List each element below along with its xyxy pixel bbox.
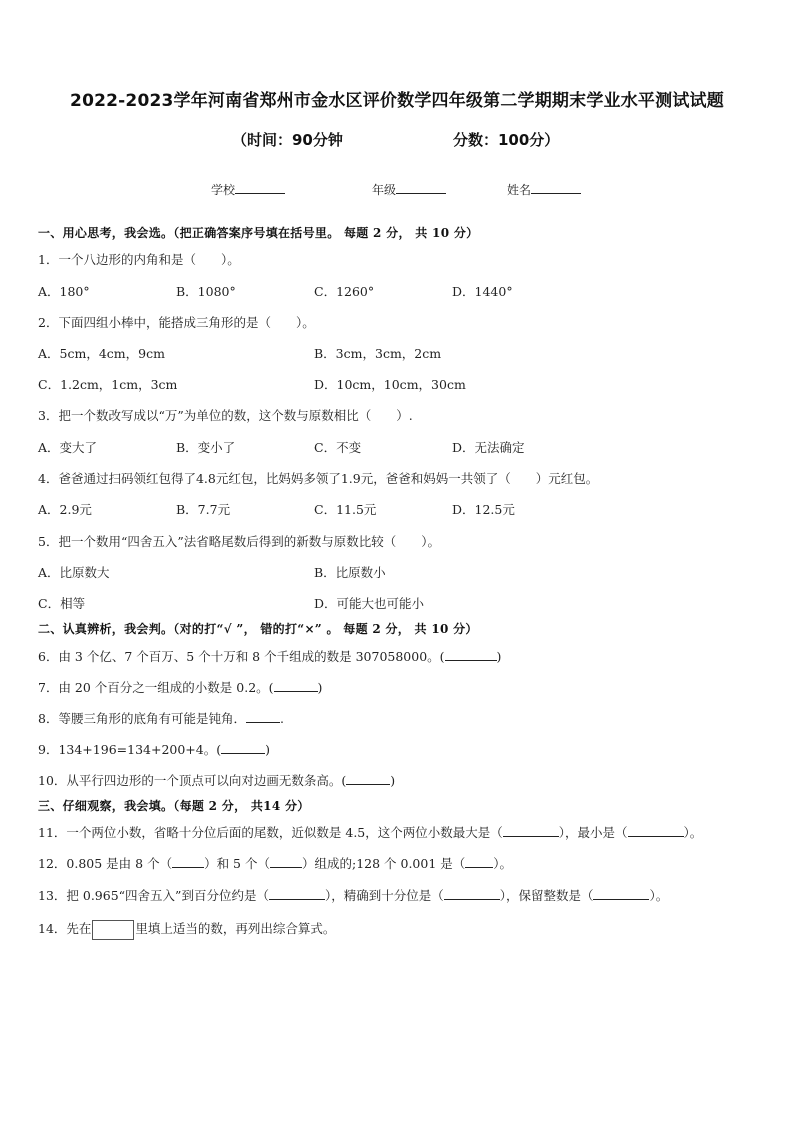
q2-option-c[interactable]: C．1.2cm，1cm，3cm	[38, 377, 178, 392]
school-field[interactable]	[211, 181, 285, 198]
q13-part-4: ）。	[649, 888, 669, 903]
q4-option-a[interactable]: A．2.9元	[38, 502, 92, 517]
q9-answer-blank[interactable]	[221, 741, 265, 754]
q13-part-2: ），精确到十分位是（	[324, 888, 444, 903]
q8-answer-blank[interactable]	[246, 710, 280, 723]
q12-blank-3[interactable]	[465, 855, 493, 868]
q3-option-c[interactable]: C．不变	[314, 440, 362, 455]
q14-part-2: 里填上适当的数，再列出综合算式。	[135, 921, 336, 936]
name-field[interactable]	[507, 181, 581, 198]
q7-text: 7．由 20 个百分之一组成的小数是 0.2。(	[38, 680, 274, 695]
q1-option-d[interactable]: D．1440°	[452, 284, 513, 299]
q12-blank-2[interactable]	[270, 855, 302, 868]
question-7	[38, 678, 322, 696]
q13-blank-3[interactable]	[593, 887, 649, 900]
grade-label: 年级	[372, 183, 397, 197]
q13-blank-1[interactable]	[269, 887, 325, 900]
q5-option-a[interactable]: A．比原数大	[38, 565, 110, 580]
q11-part-2: ），最小是（	[558, 825, 628, 840]
question-3: 3．把一个数改写成以“万”为单位的数，这个数与原数相比（ ）.	[38, 408, 413, 423]
school-blank[interactable]	[235, 181, 285, 194]
q3-option-d[interactable]: D．无法确定	[452, 440, 525, 455]
question-11	[38, 823, 702, 841]
q2-option-d[interactable]: D．10cm，10cm，30cm	[314, 377, 466, 392]
section-1-heading: 一、用心思考，我会选。（把正确答案序号填在括号里。 每题 2 分， 共 10 分）	[38, 226, 479, 240]
q6-close: )	[496, 649, 502, 664]
question-6	[38, 647, 501, 665]
section-2-heading: 二、认真辨析，我会判。（对的打“√ ”， 错的打“×” 。 每题 2 分， 共 10 分）	[38, 622, 478, 636]
q10-text: 10．从平行四边形的一个顶点可以向对边画无数条高。(	[38, 773, 347, 788]
q11-part-1: 11．一个两位小数，省略十分位后面的尾数，近似数是 4.5，这个两位小数最大是（	[38, 825, 503, 840]
q4-option-b[interactable]: B．7.7元	[176, 502, 231, 517]
grade-field[interactable]	[372, 181, 446, 198]
exam-time: （时间：90分钟	[232, 131, 343, 149]
q12-part-3: ）组成的;128 个 0.001 是（	[301, 856, 466, 871]
q4-option-c[interactable]: C．11.5元	[314, 502, 377, 517]
q6-answer-blank[interactable]	[445, 648, 497, 661]
q2-option-a[interactable]: A．5cm，4cm，9cm	[38, 346, 165, 361]
q10-answer-blank[interactable]	[346, 772, 390, 785]
question-5: 5．把一个数用“四舍五入”法省略尾数后得到的新数与原数比较（ ）。	[38, 534, 440, 549]
q13-blank-2[interactable]	[444, 887, 500, 900]
q1-option-b[interactable]: B．1080°	[176, 284, 236, 299]
exam-score: 分数：100分）	[453, 131, 560, 149]
q12-part-1: 12．0.805 是由 8 个（	[38, 856, 173, 871]
q1-option-a[interactable]: A．180°	[38, 284, 90, 299]
question-12	[38, 854, 512, 872]
q13-part-3: ），保留整数是（	[499, 888, 594, 903]
q8-text: 8．等腰三角形的底角有可能是钝角．	[38, 711, 246, 726]
school-label: 学校	[211, 183, 236, 197]
q9-text: 9．134+196=134+200+4。(	[38, 742, 222, 757]
q12-blank-1[interactable]	[172, 855, 204, 868]
q13-part-1: 13．把 0.965“四舍五入”到百分位约是（	[38, 888, 269, 903]
q11-min-blank[interactable]	[628, 824, 684, 837]
q12-part-2: ）和 5 个（	[204, 856, 270, 871]
q8-end: .	[279, 711, 284, 726]
q10-close: )	[390, 773, 396, 788]
question-8	[38, 709, 284, 727]
name-blank[interactable]	[531, 181, 581, 194]
q6-text: 6．由 3 个亿、7 个百万、5 个十万和 8 个千组成的数是 307058000。(	[38, 649, 445, 664]
section-3-heading: 三、仔细观察，我会填。（每题 2 分， 共14 分）	[38, 799, 310, 813]
question-1: 1．一个八边形的内角和是（ ）。	[38, 252, 240, 267]
q14-part-1: 14．先在	[38, 921, 92, 936]
name-label: 姓名	[507, 183, 532, 197]
exam-title: 2022-2023学年河南省郑州市金水区评价数学四年级第二学期期末学业水平测试试题	[70, 91, 724, 111]
q5-option-d[interactable]: D．可能大也可能小	[314, 596, 425, 611]
grade-blank[interactable]	[396, 181, 446, 194]
q7-answer-blank[interactable]	[274, 679, 318, 692]
q12-part-4: ）。	[493, 856, 513, 871]
q3-option-b[interactable]: B．变小了	[176, 440, 236, 455]
q2-option-b[interactable]: B．3cm，3cm，2cm	[314, 346, 442, 361]
q5-option-c[interactable]: C．相等	[38, 596, 86, 611]
q7-close: )	[317, 680, 323, 695]
question-4: 4．爸爸通过扫码领红包得了4.8元红包，比妈妈多领了1.9元，爸爸和妈妈一共领了（ ）元红包。	[38, 471, 599, 486]
q3-option-a[interactable]: A．变大了	[38, 440, 98, 455]
q11-part-3: ）。	[683, 825, 703, 840]
question-13	[38, 886, 668, 904]
question-2: 2．下面四组小棒中，能搭成三角形的是（ ）。	[38, 315, 315, 330]
q14-answer-box[interactable]	[92, 920, 134, 940]
q1-option-c[interactable]: C．1260°	[314, 284, 375, 299]
q11-max-blank[interactable]	[503, 824, 559, 837]
q5-option-b[interactable]: B．比原数小	[314, 565, 386, 580]
question-9	[38, 740, 270, 758]
question-14	[38, 919, 335, 940]
q9-close: )	[265, 742, 271, 757]
q4-option-d[interactable]: D．12.5元	[452, 502, 515, 517]
question-10	[38, 771, 395, 789]
